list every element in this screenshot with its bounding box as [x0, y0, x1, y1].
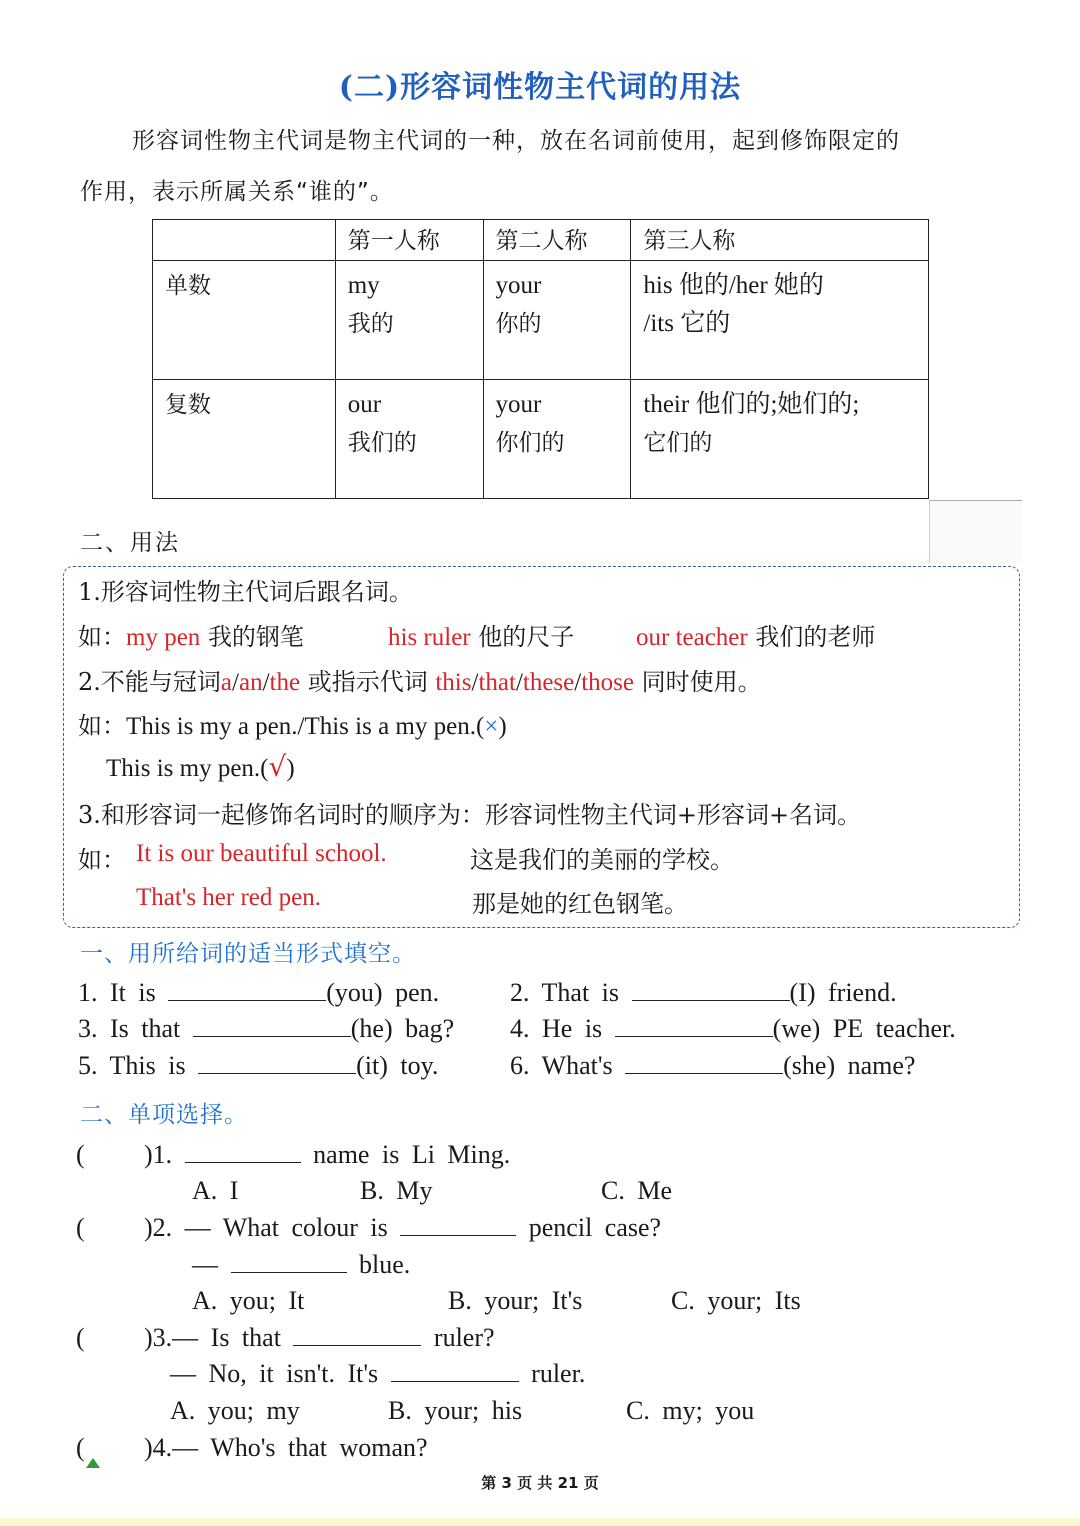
question-text: name is Li Ming.	[313, 1140, 511, 1169]
table-header-row	[153, 220, 929, 261]
item-suffix: bag?	[405, 1014, 455, 1043]
fill-item-2	[510, 978, 897, 1008]
rule-1: 1.形容词性物主代词后跟名词。	[78, 578, 413, 606]
page-fold-decoration	[929, 500, 1022, 563]
cell-chinese: 你们的	[495, 430, 565, 456]
example-english: our teacher	[636, 624, 748, 651]
cross-mark-icon: ×	[484, 713, 499, 740]
item-suffix: PE teacher.	[832, 1014, 956, 1043]
cell-english: my	[347, 272, 380, 299]
question-text: )2. — What colour is	[144, 1213, 388, 1242]
option-a[interactable]: A. you; my	[170, 1396, 300, 1425]
item-hint: (it)	[356, 1051, 388, 1080]
wrong-sentence: This is my a pen./This is a my pen.(	[126, 713, 485, 740]
cell-english: our	[347, 391, 382, 418]
rule-2	[78, 662, 762, 697]
rule-2-part-c: 同时使用。	[641, 668, 762, 696]
option-c[interactable]: C. your; Its	[671, 1286, 801, 1315]
item-suffix: name?	[847, 1051, 916, 1080]
item-prefix: 4. He is	[510, 1014, 603, 1043]
option-a[interactable]: A. you; It	[192, 1286, 305, 1315]
exercise-1-heading: 一、用所给词的适当形式填空。	[80, 941, 416, 967]
option-b[interactable]: B. your; his	[388, 1396, 523, 1425]
answer-blank[interactable]	[198, 1051, 356, 1074]
question-number: )1.	[144, 1140, 173, 1169]
exercise-2-heading: 二、单项选择。	[80, 1102, 248, 1128]
row-label: 单数	[153, 261, 336, 380]
demo-these: these	[522, 669, 575, 696]
item-prefix: 3. Is that	[78, 1014, 181, 1043]
item-prefix: 5. This is	[78, 1051, 186, 1080]
answer-blank[interactable]	[193, 1014, 351, 1037]
item-hint: (he)	[350, 1014, 393, 1043]
table-header-cell: 第三人称	[631, 220, 929, 261]
table-cell	[483, 380, 631, 499]
option-a[interactable]: A. I	[192, 1176, 239, 1205]
pronoun-table	[152, 219, 929, 499]
bottom-strip	[0, 1518, 1080, 1526]
cell-english: his 他的/her 她的	[643, 272, 824, 299]
demo-that: that	[478, 669, 516, 696]
example-chinese: 这是我们的美丽的学校。	[470, 846, 734, 874]
example-chinese: 我的钢笔	[207, 623, 304, 651]
table-cell	[631, 380, 929, 499]
slash: /	[471, 669, 479, 696]
option-b[interactable]: B. My	[360, 1176, 433, 1205]
intro-line-2: 作用，表示所属关系“谁的”。	[80, 179, 394, 205]
table-cell	[483, 261, 631, 380]
demo-this: this	[435, 669, 472, 696]
answer-blank[interactable]	[185, 1140, 301, 1163]
question-text: ruler.	[531, 1359, 586, 1388]
item-prefix: 6. What's	[510, 1051, 613, 1080]
cell-english: your	[495, 391, 542, 418]
example-line-1b	[388, 617, 574, 652]
example-english: That's her red pen.	[136, 884, 321, 911]
article-an: an	[238, 669, 263, 696]
row-label: 复数	[153, 380, 336, 499]
question-text: pencil case?	[528, 1213, 662, 1242]
fill-item-5	[78, 1051, 438, 1081]
example-english: It is our beautiful school.	[136, 840, 387, 867]
table-cell	[631, 261, 929, 380]
cell-chinese: 我们的	[347, 430, 417, 456]
table-header-cell	[153, 220, 336, 261]
example-chinese: 那是她的红色钢笔。	[472, 890, 688, 918]
page-title: (二)形容词性物主代词的用法	[338, 70, 742, 105]
example-english: my pen	[126, 624, 201, 651]
answer-blank[interactable]	[615, 1014, 773, 1037]
table-header-cell: 第二人称	[483, 220, 631, 261]
question-text: — No, it isn't. It's	[170, 1359, 379, 1388]
dash: —	[192, 1250, 218, 1279]
option-b[interactable]: B. your; It's	[448, 1286, 583, 1315]
wrong-example	[78, 706, 507, 741]
answer-blank[interactable]	[391, 1359, 519, 1382]
triangle-marker-icon	[86, 1458, 100, 1468]
table-cell	[335, 380, 483, 499]
rule-2-part-b: 或指示代词	[307, 668, 428, 696]
answer-blank[interactable]	[625, 1051, 783, 1074]
answer-blank[interactable]	[293, 1323, 421, 1346]
answer-paren-open[interactable]: (	[76, 1213, 85, 1242]
answer-paren-open[interactable]: (	[76, 1140, 85, 1169]
usage-heading: 二、用法	[80, 530, 180, 556]
cell-english: their 他们的;她们的;	[643, 391, 860, 418]
answer-paren-open[interactable]: (	[76, 1323, 85, 1352]
table-cell	[335, 261, 483, 380]
slash: /	[574, 669, 582, 696]
example-prefix-3: 如：	[78, 846, 126, 874]
rule-2-part-a: 2.不能与冠词	[78, 668, 221, 696]
table-row	[153, 261, 929, 380]
question-4: )4.— Who's that woman?	[144, 1433, 428, 1462]
article-the: the	[269, 669, 301, 696]
fill-item-1	[78, 978, 439, 1008]
answer-blank[interactable]	[632, 978, 790, 1001]
question-text: blue.	[359, 1250, 411, 1279]
item-suffix: pen.	[395, 978, 440, 1007]
question-3	[144, 1323, 495, 1353]
example-prefix: 如：	[78, 712, 126, 740]
option-c[interactable]: C. my; you	[626, 1396, 755, 1425]
question-1	[144, 1140, 510, 1170]
right-sentence: This is my pen.(	[106, 755, 269, 782]
cell-english: your	[495, 272, 542, 299]
rule-3: 3.和形容词一起修饰名词时的顺序为：形容词性物主代词+形容词+名词。	[78, 801, 862, 829]
item-hint: (you)	[326, 978, 383, 1007]
close-paren: )	[498, 713, 507, 740]
page-number: 第 3 页 共 21 页	[481, 1474, 599, 1492]
intro-line-1: 形容词性物主代词是物主代词的一种，放在名词前使用，起到修饰限定的	[132, 128, 900, 154]
slash: /	[515, 669, 523, 696]
example-line-1	[78, 617, 304, 652]
question-2	[144, 1213, 661, 1243]
option-c[interactable]: C. Me	[601, 1176, 672, 1205]
cell-english: /its 它的	[643, 310, 731, 337]
right-example	[106, 750, 295, 783]
slash: /	[262, 669, 270, 696]
article-a: a	[220, 669, 233, 696]
example-prefix: 如：	[78, 623, 126, 651]
item-hint: (I)	[789, 978, 816, 1007]
demo-those: those	[581, 669, 634, 696]
question-3-reply	[170, 1359, 585, 1389]
question-text: )3.— Is that	[144, 1323, 281, 1352]
example-chinese: 他的尺子	[478, 623, 575, 651]
table-row	[153, 380, 929, 499]
item-suffix: friend.	[828, 978, 897, 1007]
answer-blank[interactable]	[400, 1213, 516, 1236]
example-english: his ruler	[388, 624, 471, 651]
cell-chinese: 它们的	[643, 430, 713, 456]
question-text: ruler?	[433, 1323, 495, 1352]
fill-item-4	[510, 1014, 956, 1044]
close-paren: )	[286, 755, 295, 782]
item-hint: (she)	[783, 1051, 836, 1080]
example-line-1c	[636, 617, 875, 652]
answer-paren-open[interactable]: (	[76, 1433, 85, 1462]
cell-chinese: 我的	[347, 311, 394, 337]
fill-item-3	[78, 1014, 454, 1044]
item-prefix: 1. It is	[78, 978, 156, 1007]
table-header-cell: 第一人称	[335, 220, 483, 261]
answer-blank[interactable]	[231, 1250, 347, 1273]
question-2-reply	[192, 1250, 410, 1280]
example-chinese: 我们的老师	[755, 623, 876, 651]
cell-chinese: 你的	[495, 311, 542, 337]
answer-blank[interactable]	[168, 978, 326, 1001]
item-suffix: toy.	[400, 1051, 439, 1080]
item-prefix: 2. That is	[510, 978, 620, 1007]
slash: /	[232, 669, 239, 696]
item-hint: (we)	[772, 1014, 821, 1043]
check-mark-icon: √	[268, 750, 287, 783]
fill-item-6	[510, 1051, 915, 1081]
